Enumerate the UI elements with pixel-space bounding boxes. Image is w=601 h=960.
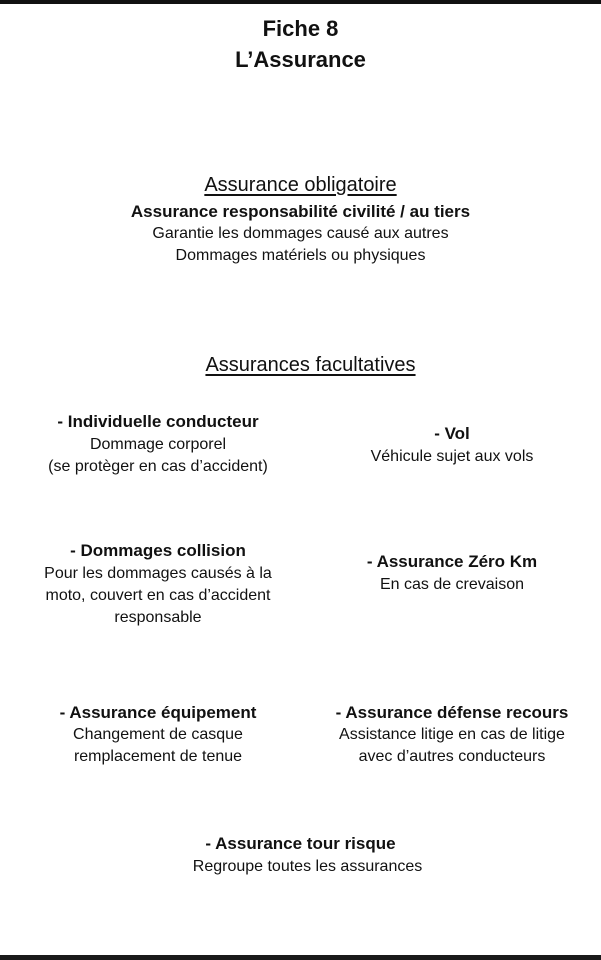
item-line: responsable	[114, 609, 202, 626]
item-title-vol: - Vol	[434, 424, 470, 443]
sheet-number: Fiche 8	[262, 16, 339, 41]
item-line: remplacement de tenue	[73, 748, 243, 765]
obligatoire-title: Assurance responsabilité civilité / au tiers	[130, 202, 471, 221]
obligatoire-line: Garantie les dommages causé aux autres	[152, 225, 449, 242]
item-line: Changement de casque	[73, 726, 243, 743]
obligatoire-line: Dommages matériels ou physiques	[175, 247, 426, 264]
item-line: (se protèger en cas d’accident)	[48, 458, 268, 475]
item-line: Pour les dommages causés à la	[44, 565, 272, 582]
item-title-tour-risque: - Assurance tour risque	[205, 834, 396, 853]
item-title-zero-km: - Assurance Zéro Km	[366, 552, 538, 571]
item-title-individuelle: - Individuelle conducteur	[57, 412, 259, 431]
item-line: avec d’autres conducteurs	[358, 748, 546, 765]
bottom-border	[0, 955, 601, 960]
item-line: Véhicule sujet aux vols	[370, 448, 534, 465]
item-line: En cas de crevaison	[379, 576, 525, 593]
top-border	[0, 0, 601, 4]
item-title-defense-recours: - Assurance défense recours	[335, 703, 569, 722]
item-line: Assistance litige en cas de litige	[339, 726, 565, 743]
item-line: Regroupe toutes les assurances	[192, 858, 423, 875]
item-title-equipement: - Assurance équipement	[59, 703, 257, 722]
section-heading-obligatoire: Assurance obligatoire	[204, 174, 397, 196]
page-title: L’Assurance	[235, 47, 366, 72]
item-title-collision: - Dommages collision	[70, 541, 246, 560]
item-line: Dommage corporel	[89, 436, 227, 453]
section-heading-facultatives: Assurances facultatives	[205, 354, 416, 376]
item-line: moto, couvert en cas d’accident	[45, 587, 271, 604]
